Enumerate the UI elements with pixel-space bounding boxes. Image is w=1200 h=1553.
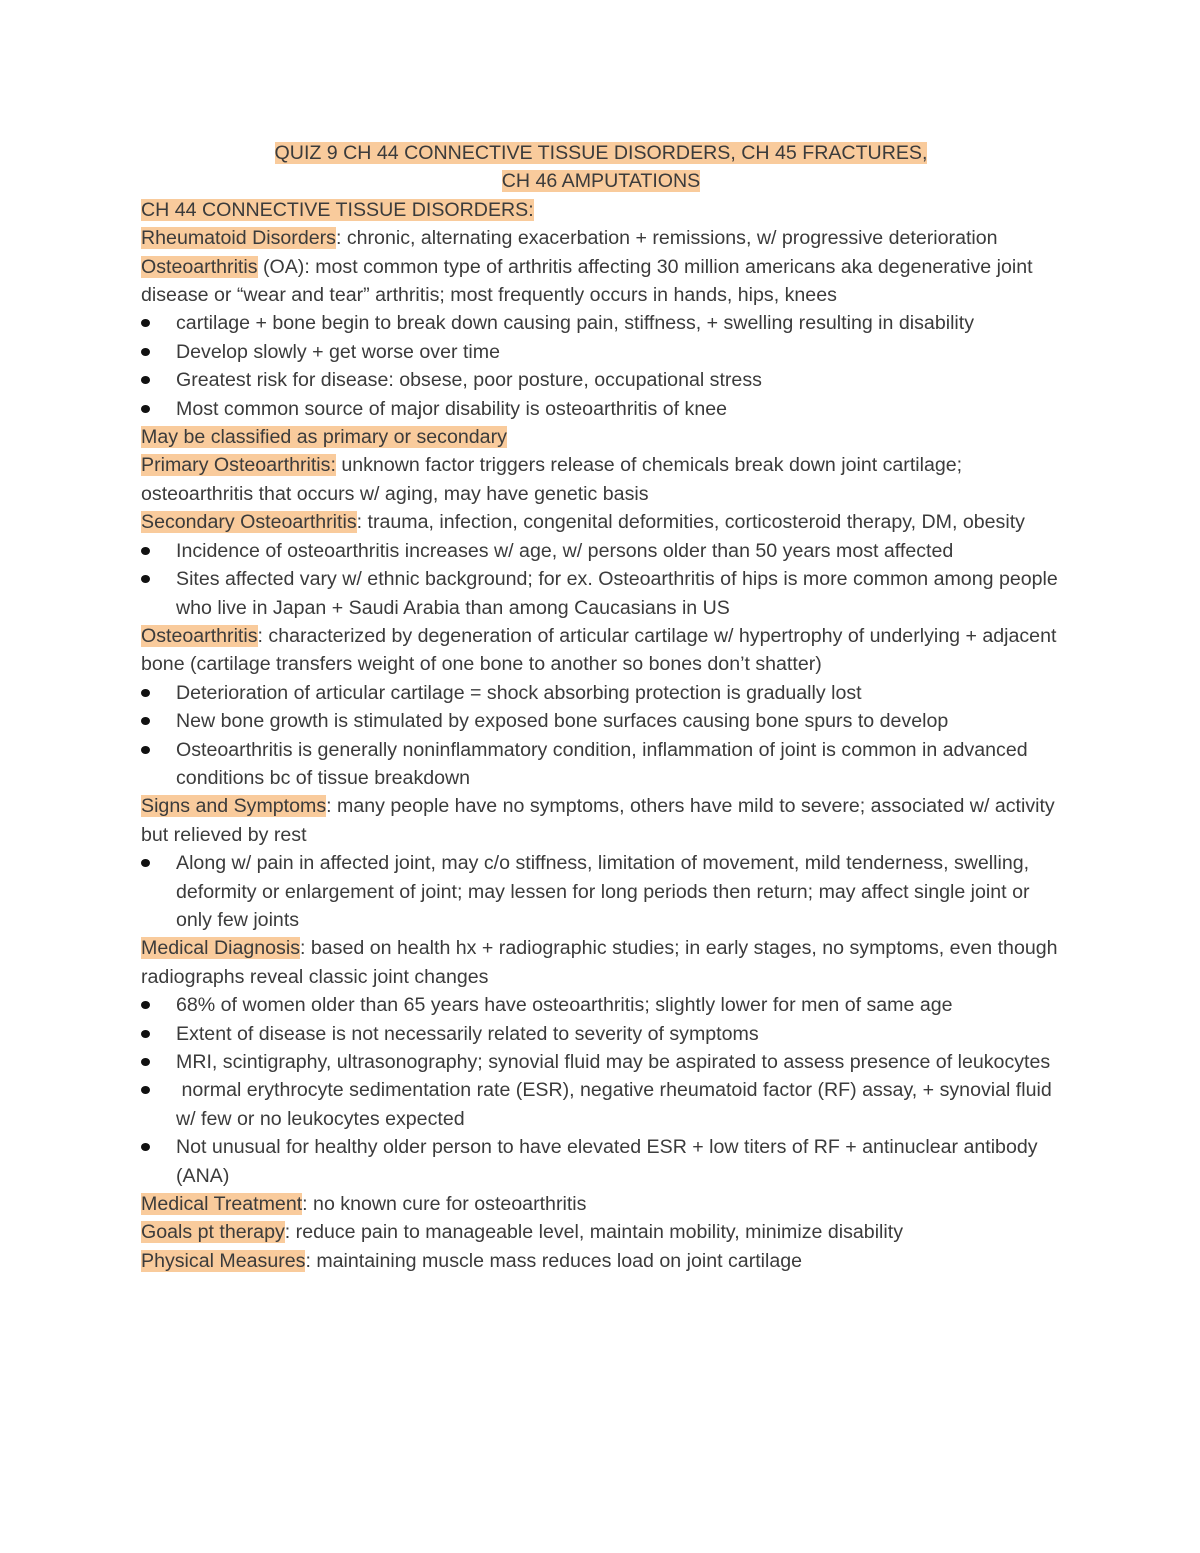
- secondary-term: Secondary Osteoarthritis: [141, 511, 357, 534]
- bullet-text: Extent of disease is not necessarily related to severity of symptoms: [176, 1022, 759, 1045]
- bullet-text: Develop slowly + get worse over time: [176, 340, 500, 363]
- bullet-dot-icon: [141, 1058, 150, 1066]
- bullet-item: [141, 736, 1061, 793]
- bullet-dot-icon: [141, 746, 150, 754]
- title-highlight-1: QUIZ 9 CH 44 CONNECTIVE TISSUE DISORDERS, CH 45 FRACTURES,: [274, 142, 928, 164]
- signs-term: Signs and Symptoms: [141, 795, 327, 818]
- section-heading: [141, 196, 1061, 224]
- treatment-term: Medical Treatment: [141, 1193, 303, 1216]
- diagnosis-bullet-list: [141, 991, 1061, 1190]
- bullet-text: Not unusual for healthy older person to have elevated ESR + low titers of RF + antinuclear antibody (ANA): [176, 1136, 1038, 1187]
- primary-text: unknown factor triggers release of chemicals break down joint cartilage; osteoarthritis that occurs w/ aging, may have genetic basis: [141, 454, 963, 505]
- bullet-text: cartilage + bone begin to break down causing pain, stiffness, + swelling resulting in disability: [176, 312, 975, 335]
- oa-characterized-text: : characterized by degeneration of articular cartilage w/ hypertrophy of underlying + adjacent bone (cartilage transfers weight of one bone to another so bones don’t shatter): [141, 624, 1057, 676]
- oa-characterized-bullet-list: [141, 679, 1061, 793]
- bullet-item: [141, 1076, 1061, 1133]
- bullet-item: [141, 366, 1061, 394]
- goals-paragraph: [141, 1218, 1061, 1246]
- bullet-text: Greatest risk for disease: obsese, poor posture, occupational stress: [176, 369, 762, 392]
- primary-paragraph: [141, 451, 1061, 508]
- secondary-text: : trauma, infection, congenital deformities, corticosteroid therapy, DM, obesity: [356, 511, 1025, 534]
- goals-term: Goals pt therapy: [141, 1221, 285, 1244]
- oa-characterized-paragraph: [141, 622, 1061, 679]
- bullet-dot-icon: [141, 859, 150, 867]
- secondary-bullet-list: [141, 537, 1061, 622]
- bullet-item: [141, 849, 1061, 934]
- bullet-item: [141, 707, 1061, 735]
- bullet-item: [141, 1020, 1061, 1048]
- secondary-paragraph: [141, 508, 1061, 536]
- bullet-item: [141, 679, 1061, 707]
- signs-bullet-list: [141, 849, 1061, 934]
- rheumatoid-term: Rheumatoid Disorders: [141, 227, 336, 250]
- bullet-dot-icon: [141, 717, 150, 725]
- rheumatoid-text: : chronic, alternating exacerbation + remissions, w/ progressive deterioration: [335, 227, 998, 250]
- bullet-item: [141, 1133, 1061, 1190]
- bullet-dot-icon: [141, 319, 150, 327]
- bullet-text: New bone growth is stimulated by exposed bone surfaces causing bone spurs to develop: [176, 710, 949, 733]
- bullet-dot-icon: [141, 376, 150, 384]
- bullet-dot-icon: [141, 689, 150, 697]
- rheumatoid-paragraph: [141, 224, 1061, 252]
- title-highlight-2: CH 46 AMPUTATIONS: [501, 170, 701, 193]
- treatment-text: : no known cure for osteoarthritis: [302, 1193, 587, 1216]
- bullet-item: [141, 1048, 1061, 1076]
- bullet-item: [141, 991, 1061, 1019]
- bullet-dot-icon: [141, 547, 150, 555]
- diagnosis-paragraph: [141, 934, 1061, 991]
- physical-paragraph: [141, 1247, 1061, 1275]
- diagnosis-term: Medical Diagnosis: [141, 937, 300, 960]
- bullet-item: [141, 395, 1061, 423]
- bullet-dot-icon: [141, 405, 150, 413]
- oa-characterized-term: Osteoarthritis: [141, 624, 258, 647]
- title-line-2: [141, 167, 1061, 195]
- classified-highlight: May be classified as primary or secondary: [141, 426, 507, 449]
- bullet-dot-icon: [141, 1001, 150, 1009]
- physical-text: : maintaining muscle mass reduces load on joint cartilage: [305, 1249, 803, 1272]
- signs-paragraph: [141, 792, 1061, 849]
- document-page: [141, 139, 1061, 1275]
- bullet-dot-icon: [141, 348, 150, 356]
- bullet-item: [141, 537, 1061, 565]
- goals-text: : reduce pain to manageable level, maintain mobility, minimize disability: [284, 1221, 904, 1244]
- bullet-item: [141, 309, 1061, 337]
- bullet-item: [141, 565, 1061, 622]
- bullet-item: [141, 338, 1061, 366]
- bullet-dot-icon: [141, 1030, 150, 1038]
- bullet-text: Deterioration of articular cartilage = shock absorbing protection is gradually lost: [176, 681, 862, 704]
- treatment-paragraph: [141, 1190, 1061, 1218]
- signs-text: : many people have no symptoms, others have mild to severe; associated w/ activity but relieved by rest: [141, 795, 1055, 846]
- oa-intro-bullet-list: [141, 309, 1061, 423]
- bullet-text: Most common source of major disability is osteoarthritis of knee: [176, 397, 728, 420]
- bullet-text: Osteoarthritis is generally noninflammatory condition, inflammation of joint is common in advanced conditions bc of tissue breakdown: [176, 738, 1028, 789]
- bullet-text: normal erythrocyte sedimentation rate (ESR), negative rheumatoid factor (RF) assay, + synovial fluid w/ few or no leukocytes expected: [176, 1079, 1058, 1130]
- bullet-text: MRI, scintigraphy, ultrasonography; synovial fluid may be aspirated to assess presence of leukocytes: [176, 1051, 1051, 1073]
- bullet-text: Along w/ pain in affected joint, may c/o stiffness, limitation of movement, mild tenderness, swelling, deformity or enlargement of joint; may lessen for long periods then return; may affect single joint or only few joints: [176, 852, 1030, 931]
- oa-intro-term: Osteoarthritis: [141, 255, 258, 278]
- physical-term: Physical Measures: [141, 1249, 306, 1272]
- oa-intro-paragraph: [141, 253, 1061, 310]
- primary-term: Primary Osteoarthritis:: [141, 454, 336, 477]
- bullet-dot-icon: [141, 575, 150, 583]
- section-heading-highlight: CH 44 CONNECTIVE TISSUE DISORDERS:: [141, 198, 534, 221]
- diagnosis-text: : based on health hx + radiographic studies; in early stages, no symptoms, even though radiographs reveal classic joint changes: [141, 937, 1058, 988]
- classified-line: [141, 423, 1061, 451]
- bullet-dot-icon: [141, 1086, 150, 1094]
- bullet-text: 68% of women older than 65 years have osteoarthritis; slightly lower for men of same age: [176, 994, 953, 1017]
- oa-intro-text: (OA): most common type of arthritis affecting 30 million americans aka degenerative joint disease or “wear and tear” arthritis; most frequently occurs in hands, hips, knees: [141, 255, 1033, 307]
- bullet-text: Sites affected vary w/ ethnic background; for ex. Osteoarthritis of hips is more common among people who live in Japan + Saudi Arabia than among Caucasians in US: [176, 568, 1058, 619]
- bullet-text: Incidence of osteoarthritis increases w/ age, w/ persons older than 50 years most affected: [176, 539, 954, 562]
- title-line-1: [141, 139, 1061, 167]
- bullet-dot-icon: [141, 1143, 150, 1151]
